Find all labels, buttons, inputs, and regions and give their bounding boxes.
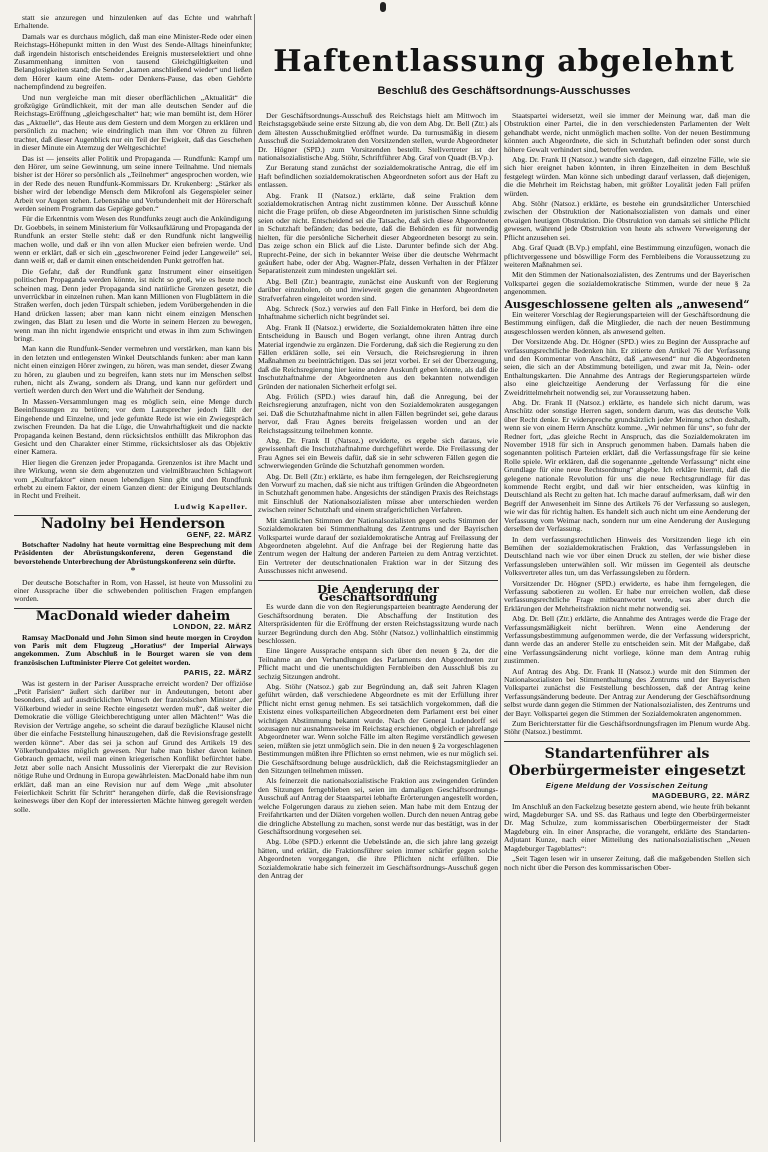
essay-author: Ludwig Kapeller.: [174, 501, 248, 511]
article-paragraph: Abg. Stöhr (Natsoz.) erklärte, es bestehe ein grundsätzlicher Unterschied zwischen der Obstruktion der Nationalsozialisten von damals und einer etwaigen heutigen Obstruktion. Die Obstruktion von damals sei sittliche Pflicht gewesen, während jede Obstruktion von heute als schwere Verweigerung der Pflicht anzusehen sei.: [504, 199, 750, 242]
macdonald-headline: MacDonald wieder daheim: [35, 608, 231, 624]
article-paragraph: Abg. Frank II (Natsoz.) erklärte, daß seine Fraktion dem sozialdemokratischen Antrag nicht zustimmen könne. Der Ausschuß könne nicht die Frage prüfen, ob diese Abgeordneten im juristischen Sinne schuldig seien oder nicht. Entscheidend sei die Tatsache, daß sich diese Abgeordneten in Schutzhaft befänden; das bedeute, daß die Behörden es für notwendig hielten, für die persönliche Sicherheit dieser Abgeordneten besorgt zu sein. Das zeige schon ein Blick auf die Liste. Darunter befinde sich der Abg. Ruprecht-Peine, der sich in bekannter Weise über die deutsche Wehrmacht geäußert habe, oder der Abg. Wagner-Pfalz, dessen Verhalten in der Pfälzer Separatistenzeit zum mindesten ungeklärt sei.: [258, 190, 498, 276]
article-paragraph: Abg. Dr. Bell (Ztr.) erklärte, die Annahme des Antrages werde die Frage der Verfassungsmäßigkeit nicht berühren. Wenn eine Aenderung der Verfassungsbestimmung aufgenommen werde, die der Verfassung widerspricht, dann werde das an anderer Stelle zu entscheiden sein. Mit der Maßgabe, daß eine Verfassungsänderung nicht vorliege, könne man dem Antrag ruhig zustimmen.: [504, 614, 750, 666]
article-paragraph: In dem verfassungsrechtlichen Hinweis des Vorsitzenden liege ich ein Bemühen der sozialdemokratischen Fraktion, das Verfassungsleben in Deutschland nach wie vor über einen Druck zu stellen, der wie bisher diese Verfassungsleben unterwählen soll. Wir müssen im Gegenteil als deutsche Volksvertreter alles tun, um das Verfassungsleben zu fördern.: [504, 534, 750, 578]
nadolny-paragraph-1: Botschafter Nadolny hat heute vormittag eine Besprechung mit dem Präsidenten der Abrüstungskonferenz, deren Gegenstand die bevorstehende Unterbrechung der Abrüstungskonferenz sein dürfte.: [14, 539, 252, 566]
article-paragraph: Abg. Bell (Ztr.) beantragte, zunächst eine Auskunft von der Regierung darüber einzuholen, ob und inwieweit gegen die genannten Abgeordneten Strafverfahren eingeleitet worden sind.: [258, 276, 498, 303]
column-rule: [254, 14, 255, 1142]
article-paragraph: Es wurde dann die von den Regierungsparteien beantragte Aenderung der Geschäftsordnung beraten. Die Abschaffung der Institution des Alterspräsidenten für die Eröffnung der ersten Reichstagssitzung wurde nach kurzer Begründung durch den Abg. Stöhr (Natsoz.) vollinhaltlich einstimmig beschlossen.: [258, 602, 498, 645]
macdonald-dateline-paris: PARIS, 22. MÄRZ: [183, 668, 252, 678]
divider: [504, 741, 750, 742]
story-source-line: Eigene Meldung der Vossischen Zeitung: [545, 780, 709, 790]
article-paragraph: Man kann die Rundfunk-Sender vermehren und verstärken, man kann bis in den letzten und entlegensten Winkel Deutschlands funken: aber man kann nicht einen einzigen Hörer zwingen, zu hören, was man sendet, dieser Zwang zu hören, zu glauben und zu begreifen, kann stets nur im Menschen selbst ruhen, nicht als Zwang, sondern als Drang, und kann nur gefördert und vertieft werden durch den Wert und die Wahrheit der Sendung.: [14, 344, 252, 396]
anwesend-headline: Ausgeschlossene gelten als „anwesend“: [504, 297, 750, 311]
article-paragraph: Ein weiterer Vorschlag der Regierungsparteien will der Geschäftsordnung die Bestimmung einfügen, daß die Mitglieder, die nach der neuen Bestimmung ausgeschlossen werden können, als anwesend gelten.: [504, 309, 750, 336]
article-paragraph: Als feinerzeit die nationalsozialistische Fraktion aus zwingenden Gründen den Sitzungen ferngeblieben sei, seien im damaligen Geschäftsordnungs-Ausschuß auf Antrag der Staatspartei lebhafte Erörterungen angestellt worden, welche Folgerungen daraus zu ziehen seien. Man habe mit dem Entzug der Freifahrtkarten und der Diäten vorgehen wollen. Durch den neuen Antrag gebe die dringliche Abstellung zu machen, sonst werde nur das bestätigt, was in der Geschäftsordnung vorgesehen sei.: [258, 776, 498, 836]
article-paragraph: Abg. Frank II (Natsoz.) erwiderte, die Sozialdemokraten hätten ihre eine Entscheidung in Bausch und Bogen verlangt, ohne ihren Antrag durch Material irgendwie zu ergänzen. Die Forderung, daß sich die Regierung zu den Fällen erklären solle, sei ein Versuch, die Reichsregierung in ihren Maßnahmen zu beeinträchtigen. Das sei jetzt vorbei. Er sei der Überzeugung, daß die Reichsregierung hier keine andere Auskunft geben könnte, als daß die Inschutzhaftnahme der Abgeordneten aus den bekannten notwendigen Gründen der nationalen Sicherheit erfolgt sei.: [258, 322, 498, 391]
standartenfuehrer-headline: Standartenführer als Oberbürgermeister eingesetzt: [508, 745, 746, 779]
article-paragraph: Abg. Schreck (Soz.) verwies auf den Fall Finke in Herford, bei dem die Inhaftnahme sicherlich nicht begründet sei.: [258, 303, 498, 322]
anwesend-body: [504, 311, 750, 737]
article-paragraph: Mit den Stimmen der Nationalsozialisten, des Zentrums und der Bayerischen Volkspartei gegen die sozialdemokratische Stimmen, wurde der neue § 2a angenommen.: [504, 270, 750, 297]
article-paragraph: Zum Berichterstatter für die Geschäftsordnungsfragen im Plenum wurde Abg. Stöhr (Natsoz.) bestimmt.: [504, 719, 750, 737]
main-headline: Haftentlassung abgelehnt: [273, 44, 735, 79]
article-paragraph: Abg. Dr. Frank II (Natsoz.) erklärte, es handele sich nicht darum, was Anschütz oder sonstige Herren sagen, sondern darum, was das deutsche Volk über Recht denke. Er widerspreche grundsätzlich jeder Meinung schon deshalb, wenn sie von einem Herrn Anschütz komme. „Wir nehmen für uns“, so fuhr der Redner fort, „das gleiche Recht in Anspruch, das die Sozialdemokraten im November 1918 für sich in Anspruch genommen haben. Damals haben die sogenannten politisch Parteien erklärt, daß die Verfassungsfrage für sie keine Rolle spiele. Wir erklären, daß die sogenannte „geltende Verfassung“ nicht eine Grundlage für eine neue Rechtsordnung“ abgebe. Ich erkläre hiermit, daß die gelegene nationale Revolution für uns die neue Rechtsgrundlage für das kommende Recht ergibt, und daß wir hier entscheiden, was künftig in Deutschland als Recht zu gelten hat. Ich mache darauf aufmerksam, daß wir den Begriff der Anwesenheit im Sinne des Artikels 76 der Verfassung so auslegen, wie wir das für richtig halten. Es handelt sich auch nicht um eine Aenderung der Verfassung vom Weimar nach, sondern nur um eine Aenderung der Auslegung derselben der Verfassung.: [504, 398, 750, 534]
macdonald-paragraph-2: Was ist gestern in der Pariser Aussprache erreicht worden? Der offiziöse „Petit Parisien“ äußert sich darüber nur in Andeutungen, betont aber besonders, daß auf ausdrücklichen Wunsch der französischen Minister „der Völkerbund wieder in seine Rechte eingesetzt werden muß“, daß weiter die Demokratie die völlige Gleichberechtigung unter allen Mächten!“ Was die Revision der Verträge angehe, so scheint die darauf bezügliche Klausel nicht über die einfache Feststellung hinauszugehen, daß die Revisionsfrage gestellt werden könne“. Aber das sei ja schon auf Grund des Artikels 19 des Völkerbundpaktes möglich gewesen. Nur habe man bisher davon keinen Gebrauch gemacht, weil man einen kriegerischen Konflikt befürchtet habe. Jetzt aber solle nach Ansicht Mussolinis der Viererpakt die zur Revision nötige Ruhe und Ordnung in Europa gewährleisten. MacDonald habe ihm nun erklärt, daß man an eine Revision nur auf dem Wege „mit absoluter Feierlichkeit Schritt für Schritt“ herangehen dürfe, daß die Revisionsfrage keineswegs über den Kopf der interessierten Mächte hinweg geregelt werden solle.: [14, 678, 252, 814]
article-paragraph: Abg. Graf Quadt (B.Vp.) empfahl, eine Bestimmung einzufügen, wonach die pflichtvergessene und böswillige Form des Fernbleibens die Voraussetzung zu weiteren Maßnahmen sei.: [504, 243, 750, 269]
article-paragraph: Zur Beratung stand zunächst der sozialdemokratische Antrag, die elf im Haft befindlichen sozialdemokratischen Abgeordneten sofort aus der Haft zu entlassen.: [258, 163, 498, 190]
article-paragraph: Damals war es durchaus möglich, daß man eine Minister-Rede oder einen Reichstags-Höhepunkt mitten in den Wust des Sende-Alltags hineinfunkte; daß irgendein historisch entscheidendes Ereignis musterselektiert und ohne Zusammenhang inmitten von tausend Gleichgültigkeiten und Belanglosigkeiten stand; die Sender „kamen anschließend wieder“ und ließen dem Hörer kaum eine Atem- oder Denkens-Pause, das eben Gehörte nachempfindend zu begreifen.: [14, 31, 252, 92]
middle-column: [258, 112, 498, 1142]
column-rule: [500, 120, 501, 1142]
article-paragraph: Und nun vergleiche man mit dieser oberflächlichen „Aktualität“ die großzügige Gründlichkeit, mit der man alle deutschen Sender auf die Reichstags-Eröffnung „gleichgeschaltet“ hat; wie man bemüht ist, dem Hörer das „Aktuelle“, das Heute aus dem Gestern und dem Morgen zu erklären und persönlich zu machen; wie eindringlich man ihm vor Ohren zu führen trachtet, daß dieser Augenblick nur ein Teil der Ewigkeit, daß das Geschehen in dieser Minute ein Atemzug der Weltgeschichte!: [14, 92, 252, 153]
article-paragraph: Im Anschluß an den Fackelzug besetzte gestern abend, wie heute früh bekannt wird, Magdeburger SA. und SS. das Rathaus und legte den Oberbürgermeister Dr. Mag Schulze, zum kommissarischen Oberbürgermeister der Stadt Magdeburg ein. In einer Ansprache, die vorangeht, erklärte des Standarten-Adjutant Kunze, nach einer Mitteilung des nationalsozialistischen „Neuen Magdeburger Tageblattes“:: [504, 801, 750, 853]
geschaeftsordnung-body: [258, 603, 498, 880]
separator-star: *: [130, 566, 136, 578]
article-paragraph: statt sie anzuregen und hinzulenken auf das Echte und wahrhaft Erhaltende.: [14, 14, 252, 31]
article-paragraph: Hier liegen die Grenzen jeder Propaganda. Grenzenlos ist ihre Macht und ihre Wirkung, wenn sie dem abgenutzten und vielmißbrauchten Schlagwort vom „Kulturfaktor“ einen neuen lebendigen Sinn gibt und den Rundfunk erhebt zu einem Faktor, der einem Ganzen dient: der Einigung Deutschlands in Recht und Freiheit.: [14, 457, 252, 501]
main-article-continuation: [504, 112, 750, 297]
macdonald-paragraph-1: Ramsay MacDonald und John Simon sind heute morgen in Croydon von Paris mit dem Flugzeug „Horatius“ der Imperial Airways angekommen. Zum Abschluß in le Bourget waren sie von dem französischen Luftminister Pierre Cot geleitet worden.: [14, 632, 252, 667]
article-paragraph: Abg. Dr. Bell (Ztr.) erklärte, es habe ihm ferngelegen, der Reichsregierung den Vorwurf zu machen, daß sie nicht aus triftigen Gründen die Abgeordneten in Schutzhaft genommen habe. Angesichts der ständigen Praxis des Reichstags mit Einschluß der Nationalsozialisten müsse aber unterschieden werden zwischen reiner Schutzhaft und einem strafgerichtlichen Verfahren.: [258, 471, 498, 515]
macdonald-dateline-london: LONDON, 22. MÄRZ: [173, 622, 252, 632]
article-paragraph: Abg. Stöhr (Natsoz.) gab zur Begründung an, daß seit Jahren Klagen geführt würden, daß verschiedene Abgeordnete es mit der Erfüllung ihrer Pflicht nicht ernst genug nehmen. Es sei tatsächlich vorgekommen, daß die Existenz eines volksparteilichen Abgeordneten dem Parlament erst bei einer wichtigen Abstimmung bekannt wurde. Nach der General Ludendorff sei sozusagen nur ausnahmsweise im Reichstag erschienen, obgleich er jahrelange Abgeordneter war. Wenn solche Fälle im alten Regime verständlich gewesen seien, müßten sie jetzt unmöglich sein. Die in den neuen § 2a vorgeschlagenen Bestimmungen müßten ihre Pflichten so ernst nehmen, wie es nur möglich sei. Die Geschäftsordnung beluge ausdrücklich, daß die Reichstagsmitglieder an den Sitzungen teilnehmen müssen.: [258, 682, 498, 776]
essay-article: [14, 14, 252, 501]
main-subheadline: Beschluß des Geschäftsordnungs-Ausschusses: [377, 85, 631, 97]
article-paragraph: Der Geschäftsordnungs-Ausschuß des Reichstags hielt am Mittwoch im Reichstagsgebäude seine erste Sitzung ab, die von dem Abg. Dr. Bell (Ztr.) als dem ältesten Ausschußmitglied eröffnet wurde. Da turnusmäßig in diesem Ausschuß die Sozialdemokraten den Vorsitzenden stellen, wurde Abgeordneter Dr. Högner (SPD.) zum Vorsitzenden bestellt. Stellvertreter ist der nationalsozialistische Abg. Stöhr, Schriftführer Abg. Graf von Quadt (B.Vp.).: [258, 112, 498, 163]
nadolny-paragraph-2: Der deutsche Botschafter in Rom, von Hassel, ist heute von Mussolini zu einer Aussprache über die schwebenden politischen Fragen empfangen worden.: [14, 577, 252, 604]
article-paragraph: Abg. Dr. Frank II (Natsoz.) wandte sich dagegen, daß einzelne Fälle, wie sie sich hier ereignet haben könnten, in ihren Einzelheiten in dem Beschluß festgelegt würden. Man könne sich unbedingt darauf verlassen, daß diejenigen, die die Mehrheit im Reichstag haben, mit größter Loyalität jeden Fall prüfen würden.: [504, 155, 750, 198]
article-paragraph: Abg. Löbe (SPD.) erkennt die Uebelstände an, die sich jahre lang gezeigt hätten, und erklärt, die Fraktionsführer seien immer schärfer gegen solche Abgeordneten vorgegangen, die ihre Pflichten nicht erfüllten. Die Sozialdemokratie habe sich feinerzeit im Geschäftsordnungs-Ausschuß gegen den Antrag der: [258, 837, 498, 880]
article-paragraph: Für die Erkenntnis vom Wesen des Rundfunks zeugt auch die Ankündigung Dr. Goebbels, in seinem Ministerium für Volksaufklärung und Propaganda der Rundfunk an erster Stelle steht: daß er den Rundfunk nicht langweilig machen wolle, und daß er ihn von allen Mucker eien befreien werde. Und wenn er erklärt, daß er sich ein „geschworener Feind jeder Langeweile“ sei, dann weiß er, daß er damit einen entscheidenden Punkt getroffen hat.: [14, 214, 252, 266]
divider: [258, 580, 498, 581]
article-paragraph: Staatspartei widersetzt, weil sie immer der Meinung war, daß man die Obstruktion einer Partei, die in den verschiedensten Parlamenten der Welt gehandhabt werde, nicht unmöglich machen sollte. Von der neuen Bestimmung könnten auch Abgeordnete, die sich in Schutzhaft befinden oder sonst durch höhere Gewalt verhindert sind, betroffen werden.: [504, 112, 750, 154]
article-paragraph: In Massen-Versammlungen mag es möglich sein, eine Menge durch Beeinflussungen zu betören; vor dem Lautsprecher jedoch fällt der Eingehende und Einzelne, und jede gefunkte Rede ist wie ein Zwiegespräch zwischen Freunden. Da hat die Lüge, die Unwahrhaftigkeit und die nackte Propaganda keinen Bestand, denn rücksichtslos enthüllt das Mikrophon das Gesicht und den Charakter einer Stimme, rücksichtsloser als das Objektiv einer Kamera.: [14, 396, 252, 457]
article-paragraph: Der Vorsitzende Abg. Dr. Högner (SPD.) wies zu Beginn der Aussprache auf verfassungsrechtliche Bedenken hin. Er zitierte den Artikel 76 der Verfassung und den Kommentar von Anschütz, daß „anwesend“ nur die Abgeordneten seien, die sich an der Abstimmung beteiligen, und zwar mit Ja, Nein- oder Enthaltungskarten. Die Annahme des Antrags der Regierungsparteien würde also eine gleichzeitige Aenderung der Verfassung für die eine Zweidrittelmehrheit notwendig sei, zur Voraussetzung haben.: [504, 337, 750, 397]
article-paragraph: Auf Antrag des Abg. Dr. Frank II (Natsoz.) wurde mit den Stimmen der Nationalsozialisten bei Stimmenthaltung des Zentrums und der Bayerischen Volkspartei zunächst die Feststellung beschlossen, daß der Antrag keine Verfassungsänderung bedeute. Der Antrag zur Aenderung der Geschäftsordnung selbst wurde dann gegen die Stimmen der Nationalsozialisten, des Zentrums und der Bayr. Volkspartei gegen die Stimmen der Sozialdemokraten angenommen.: [504, 666, 750, 718]
article-paragraph: „Seit Tagen lesen wir in unserer Zeitung, daß die maßgebenden Stellen sich noch nicht über die Person des kommissarischen Ober-: [504, 854, 750, 872]
article-paragraph: Abg. Frölich (SPD.) wies darauf hin, daß die Anregung, bei der Reichsregierung anzufragen, nicht von den Sozialdemokraten ausgegangen sei. Daß die Schutzhaftnahme nicht in allen Fällen begründet sei, gehe daraus hervor, daß Frau Agnes bereits freigelassen worden und an der Reichstagssitzung teilnehmen konnte.: [258, 392, 498, 435]
article-paragraph: Abg. Dr. Frank II (Natsoz.) erwiderte, es ergebe sich daraus, wie gewissenhaft die Inschutzhaftnahme durchgeführt werde. Die Freilassung der Frau Agnes sei ein Beweis dafür, daß sie in sehr schweren Fällen gegen die schwerwiegenden Gründe die Schutzhaft genommen worden.: [258, 436, 498, 471]
page-punch-mark: [380, 2, 386, 12]
article-paragraph: Die Gefahr, daß der Rundfunk ganz Instrument einer einseitigen politischen Propaganda werden könnte, ist nicht so groß, wie es heute noch scheinen mag. Denn jeder Propaganda sind natürliche Grenzen gesetzt, die unverrückbar in einzelnen ruhen. Man kann Millionen von Flugblättern in die Straßen werfen, doch jeden Türspalt schieben, jedem Vorübergehenden in die Hand drücken lassen; aber man kann nicht einem einzigen Menschen zwingen, das Blatt zu lesen und die Worte in seinem Herzen zu bewegen, wenn man ihn nicht irgendwie entspricht und etwas in ihm zum Schwingen bringt.: [14, 266, 252, 344]
article-paragraph: Eine längere Aussprache entspann sich über den neuen § 2a, der die Teilnahme an den Verhandlungen des Parlaments den Abgeordneten zur Pflicht macht und die unentschuldigten Fernbleiben den Ausschluß bis zu sechzig Sitzungen androht.: [258, 646, 498, 681]
nadolny-headline: Nadolny bei Henderson: [40, 516, 226, 533]
right-column: [504, 112, 750, 1142]
standartenfuehrer-body: [504, 803, 750, 872]
story-dateline: MAGDEBURG, 22. MÄRZ: [652, 791, 750, 801]
nadolny-dateline: GENF, 22. MÄRZ: [186, 529, 252, 539]
main-article-body: [258, 112, 498, 576]
geschaeftsordnung-headline: Die Aenderung der Geschäftsordnung: [317, 581, 439, 604]
left-column: [14, 14, 252, 1144]
article-paragraph: Das ist — jenseits aller Politik und Propaganda — Rundfunk: Kampf um den Hörer, um seine Gewinnung, um seine innere Teilnahme. Und niemals bisher ist der Hörer so persönlich als „Teilnehmer“ angesprochen worden, wie in der Rede des neuen Rundfunk-Kommissars Dr. Krukenberg: „Stärker als bisher wird der lebendige Mensch dem Mikrofonl als Gegenspieler seiner Arbeit vor Augen stehen. Lebensnähe und Verbundenheit mit der Hörerschaft werden seinem Programm das Gepräge geben.“: [14, 153, 252, 213]
article-paragraph: Mit sämtlichen Stimmen der Nationalsozialisten gegen sechs Stimmen der Sozialdemokraten bei Stimmenthaltung des Zentrums und der Bayrischen Volkspartei wurde darauf der sozialdemokratische Antrag auf Freilassung der Abgeordneten abgelehnt. Auf die Anfrage bei der Regierung hatte das Zentrum wegen der Haltung der anderen Parteien zu dem Antrag verzichtet. Ein Vertreter der deutschnationalen Fraktion war in der Sitzung des Ausschusses nicht anwesend.: [258, 515, 498, 576]
article-paragraph: Vorsitzender Dr. Högner (SPD.) erwiderte, es habe ihm ferngelegen, die Verfassung sabotieren zu wollen. Er habe nur erreichen wollen, daß diese verfassungsrechtliche Frage mitbeantwortet werde, was aber durch die Erklärungen der Mehrheitsfraktion nicht mehr notwendig sei.: [504, 578, 750, 613]
